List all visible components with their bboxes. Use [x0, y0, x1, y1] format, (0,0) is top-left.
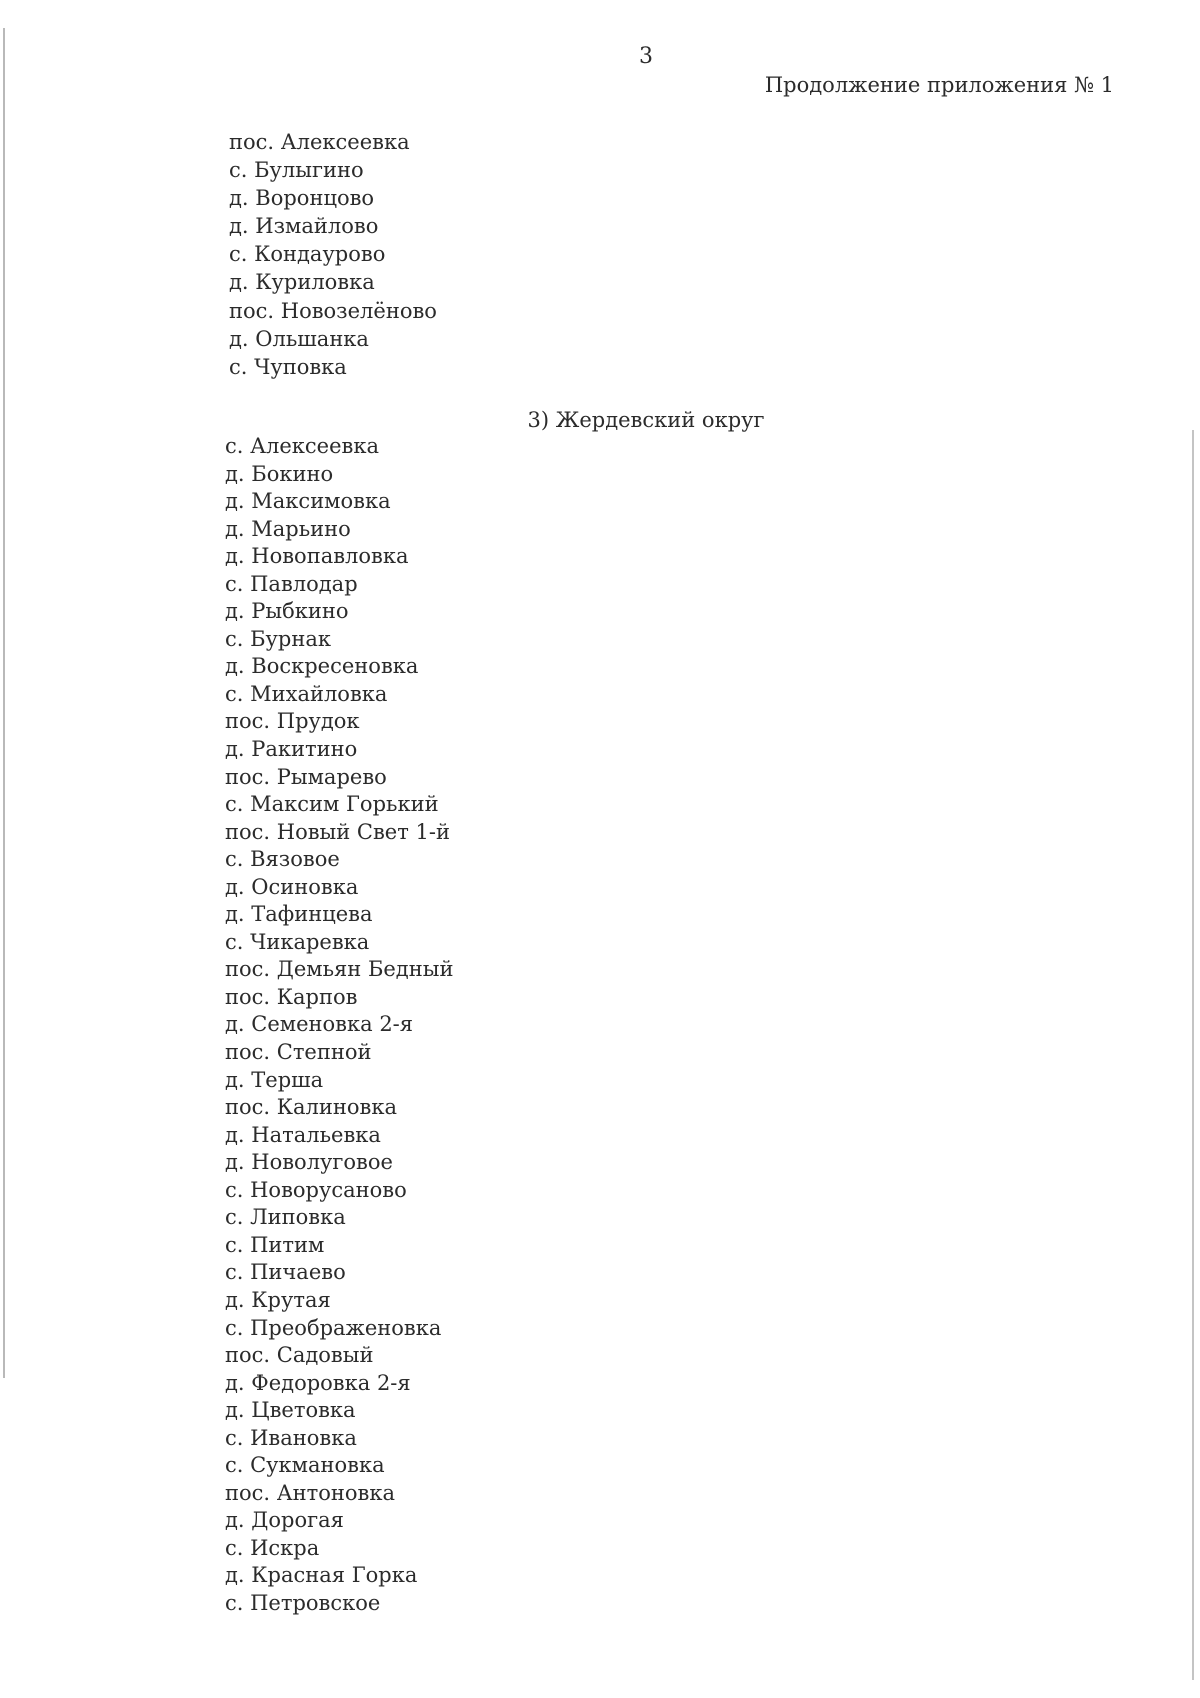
list-item: пос. Садовый — [225, 1343, 374, 1368]
section-heading: 3) Жердевский округ — [527, 408, 765, 432]
list-item: д. Красная Горка — [225, 1563, 418, 1588]
list-item: с. Алексеевка — [225, 434, 379, 458]
list-item: пос. Калиновка — [225, 1095, 397, 1120]
page-number: 3 — [639, 44, 653, 69]
list-item: с. Пичаево — [225, 1260, 346, 1285]
list-item: с. Питим — [225, 1232, 325, 1257]
list-item: д. Воскресеновка — [225, 654, 419, 679]
list-item: с. Петровское — [225, 1590, 381, 1615]
list-item: д. Ольшанка — [229, 326, 369, 351]
list-item: пос. Прудок — [225, 709, 360, 734]
list-item: д. Семеновка 2-я — [225, 1012, 414, 1037]
list-item: пос. Алексеевка — [229, 130, 410, 154]
settlement-list-section — [225, 433, 453, 1618]
list-item: пос. Рымарево — [225, 764, 387, 789]
list-item: с. Вязовое — [225, 847, 340, 872]
list-item: с. Липовка — [225, 1205, 346, 1230]
list-item: д. Осиновка — [225, 874, 359, 899]
list-item: с. Булыгино — [229, 158, 364, 183]
list-item: с. Ивановка — [225, 1425, 357, 1450]
list-item: д. Рыбкино — [225, 599, 349, 624]
list-item: с. Сукмановка — [225, 1453, 385, 1478]
list-item: с. Новорусаново — [225, 1177, 407, 1202]
list-item: д. Измайлово — [229, 214, 379, 239]
list-item: д. Марьино — [225, 516, 351, 541]
list-item: пос. Новозелёново — [229, 298, 437, 323]
list-item: пос. Карпов — [225, 984, 358, 1009]
list-item: с. Бурнак — [225, 626, 331, 651]
list-item: д. Тафинцева — [225, 902, 373, 927]
list-item: пос. Демьян Бедный — [225, 957, 454, 982]
list-item: д. Воронцово — [229, 186, 375, 211]
scan-edge-right — [1192, 430, 1194, 1680]
continuation-note: Продолжение приложения № 1 — [764, 73, 1114, 97]
list-item: с. Павлодар — [225, 571, 358, 596]
list-item: с. Максим Горький — [225, 792, 439, 817]
scan-edge-left — [3, 28, 5, 1378]
list-item: д. Дорогая — [225, 1508, 344, 1533]
list-item: с. Чикаревка — [225, 929, 370, 954]
list-item: с. Искра — [225, 1535, 320, 1560]
list-item: с. Преображеновка — [225, 1315, 442, 1340]
list-item: д. Цветовка — [225, 1398, 356, 1423]
list-item: д. Федоровка 2-я — [225, 1370, 411, 1395]
list-item: д. Куриловка — [229, 270, 375, 295]
list-item: д. Крутая — [225, 1287, 331, 1312]
list-item: д. Натальевка — [225, 1122, 381, 1147]
list-item: пос. Новый Свет 1-й — [225, 819, 450, 844]
settlement-list-continued — [229, 128, 437, 381]
list-item: пос. Степной — [225, 1040, 372, 1065]
list-item: д. Максимовка — [225, 489, 391, 514]
list-item: д. Новолуговое — [225, 1150, 393, 1175]
list-item: пос. Антоновка — [225, 1480, 396, 1505]
list-item: с. Кондаурово — [229, 242, 386, 267]
list-item: с. Чуповка — [229, 354, 347, 379]
list-item: с. Михайловка — [225, 681, 388, 706]
list-item: д. Терша — [225, 1067, 324, 1092]
list-item: д. Новопавловка — [225, 544, 409, 569]
list-item: д. Ракитино — [225, 737, 358, 762]
list-item: д. Бокино — [225, 461, 334, 486]
